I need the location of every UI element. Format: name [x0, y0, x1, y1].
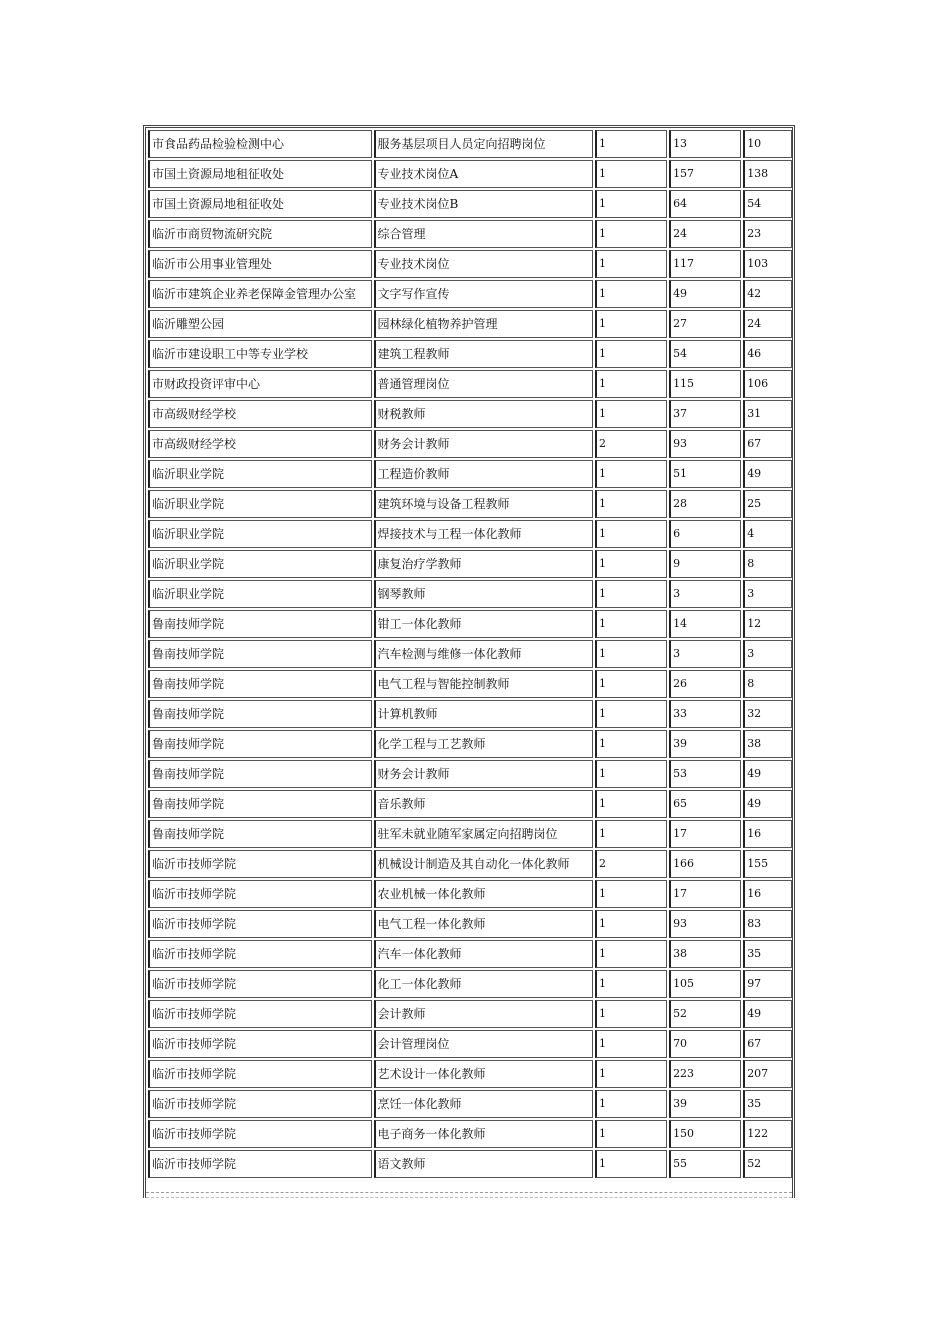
qualified-cell: 103	[743, 250, 792, 278]
applicants-cell: 28	[669, 490, 741, 518]
applicants-cell: 70	[669, 1030, 741, 1058]
qualified-cell: 3	[743, 580, 792, 608]
position-name-cell: 语文教师	[374, 1150, 593, 1178]
applicants-cell: 3	[669, 640, 741, 668]
applicants-cell: 64	[669, 190, 741, 218]
recruitment-table-frame	[143, 125, 795, 1198]
position-name-cell: 财务会计教师	[374, 430, 593, 458]
position-name-cell: 电气工程一体化教师	[374, 910, 593, 938]
position-name-cell: 钳工一体化教师	[374, 610, 593, 638]
table-row	[148, 220, 792, 248]
applicants-cell: 117	[669, 250, 741, 278]
table-row	[148, 880, 792, 908]
applicants-cell: 55	[669, 1150, 741, 1178]
table-row	[148, 850, 792, 878]
quota-cell: 1	[595, 1120, 667, 1148]
quota-cell: 1	[595, 760, 667, 788]
quota-cell: 1	[595, 730, 667, 758]
unit-name-cell: 鲁南技师学院	[148, 610, 372, 638]
qualified-cell: 32	[743, 700, 792, 728]
position-name-cell: 工程造价教师	[374, 460, 593, 488]
qualified-cell: 38	[743, 730, 792, 758]
table-row	[148, 700, 792, 728]
position-name-cell: 建筑工程教师	[374, 340, 593, 368]
position-name-cell: 综合管理	[374, 220, 593, 248]
quota-cell: 1	[595, 490, 667, 518]
unit-name-cell: 鲁南技师学院	[148, 670, 372, 698]
table-row	[148, 1060, 792, 1088]
table-row	[148, 550, 792, 578]
position-name-cell: 烹饪一体化教师	[374, 1090, 593, 1118]
qualified-cell: 25	[743, 490, 792, 518]
unit-name-cell: 市国土资源局地租征收处	[148, 190, 372, 218]
page-cut-line	[146, 1192, 792, 1198]
applicants-cell: 54	[669, 340, 741, 368]
unit-name-cell: 临沂市技师学院	[148, 850, 372, 878]
quota-cell: 1	[595, 580, 667, 608]
unit-name-cell: 临沂市技师学院	[148, 1090, 372, 1118]
qualified-cell: 49	[743, 460, 792, 488]
unit-name-cell: 临沂市技师学院	[148, 1030, 372, 1058]
unit-name-cell: 临沂市建筑企业养老保障金管理办公室	[148, 280, 372, 308]
quota-cell: 1	[595, 1150, 667, 1178]
applicants-cell: 13	[669, 130, 741, 158]
quota-cell: 1	[595, 1030, 667, 1058]
applicants-cell: 93	[669, 430, 741, 458]
position-name-cell: 建筑环境与设备工程教师	[374, 490, 593, 518]
table-row	[148, 910, 792, 938]
quota-cell: 1	[595, 520, 667, 548]
table-row	[148, 760, 792, 788]
quota-cell: 1	[595, 1090, 667, 1118]
qualified-cell: 8	[743, 550, 792, 578]
position-name-cell: 计算机教师	[374, 700, 593, 728]
position-name-cell: 农业机械一体化教师	[374, 880, 593, 908]
table-row	[148, 670, 792, 698]
quota-cell: 1	[595, 340, 667, 368]
position-name-cell: 专业技术岗位A	[374, 160, 593, 188]
table-row	[148, 1090, 792, 1118]
table-row	[148, 340, 792, 368]
applicants-cell: 37	[669, 400, 741, 428]
qualified-cell: 3	[743, 640, 792, 668]
applicants-cell: 39	[669, 730, 741, 758]
unit-name-cell: 鲁南技师学院	[148, 760, 372, 788]
position-name-cell: 音乐教师	[374, 790, 593, 818]
applicants-cell: 17	[669, 820, 741, 848]
position-name-cell: 电子商务一体化教师	[374, 1120, 593, 1148]
unit-name-cell: 临沂职业学院	[148, 460, 372, 488]
table-row	[148, 730, 792, 758]
unit-name-cell: 临沂市技师学院	[148, 910, 372, 938]
unit-name-cell: 临沂市技师学院	[148, 1060, 372, 1088]
quota-cell: 1	[595, 550, 667, 578]
applicants-cell: 223	[669, 1060, 741, 1088]
unit-name-cell: 临沂市商贸物流研究院	[148, 220, 372, 248]
quota-cell: 1	[595, 250, 667, 278]
quota-cell: 2	[595, 430, 667, 458]
qualified-cell: 49	[743, 760, 792, 788]
applicants-cell: 3	[669, 580, 741, 608]
quota-cell: 1	[595, 880, 667, 908]
qualified-cell: 49	[743, 1000, 792, 1028]
unit-name-cell: 临沂市技师学院	[148, 1150, 372, 1178]
unit-name-cell: 鲁南技师学院	[148, 730, 372, 758]
qualified-cell: 122	[743, 1120, 792, 1148]
quota-cell: 1	[595, 820, 667, 848]
position-name-cell: 电气工程与智能控制教师	[374, 670, 593, 698]
table-row	[148, 160, 792, 188]
qualified-cell: 23	[743, 220, 792, 248]
qualified-cell: 4	[743, 520, 792, 548]
quota-cell: 1	[595, 610, 667, 638]
qualified-cell: 49	[743, 790, 792, 818]
qualified-cell: 31	[743, 400, 792, 428]
quota-cell: 2	[595, 850, 667, 878]
qualified-cell: 83	[743, 910, 792, 938]
position-name-cell: 专业技术岗位	[374, 250, 593, 278]
table-body	[148, 130, 792, 1178]
unit-name-cell: 临沂职业学院	[148, 580, 372, 608]
qualified-cell: 54	[743, 190, 792, 218]
position-name-cell: 汽车一体化教师	[374, 940, 593, 968]
table-row	[148, 580, 792, 608]
applicants-cell: 115	[669, 370, 741, 398]
quota-cell: 1	[595, 190, 667, 218]
position-name-cell: 文字写作宣传	[374, 280, 593, 308]
qualified-cell: 16	[743, 820, 792, 848]
qualified-cell: 42	[743, 280, 792, 308]
table-row	[148, 970, 792, 998]
table-row	[148, 460, 792, 488]
table-row	[148, 520, 792, 548]
quota-cell: 1	[595, 400, 667, 428]
unit-name-cell: 临沂市技师学院	[148, 1120, 372, 1148]
quota-cell: 1	[595, 1000, 667, 1028]
applicants-cell: 65	[669, 790, 741, 818]
quota-cell: 1	[595, 130, 667, 158]
position-name-cell: 钢琴教师	[374, 580, 593, 608]
position-name-cell: 康复治疗学教师	[374, 550, 593, 578]
qualified-cell: 138	[743, 160, 792, 188]
quota-cell: 1	[595, 790, 667, 818]
unit-name-cell: 鲁南技师学院	[148, 700, 372, 728]
qualified-cell: 106	[743, 370, 792, 398]
qualified-cell: 155	[743, 850, 792, 878]
unit-name-cell: 临沂市公用事业管理处	[148, 250, 372, 278]
table-row	[148, 940, 792, 968]
quota-cell: 1	[595, 280, 667, 308]
position-name-cell: 服务基层项目人员定向招聘岗位	[374, 130, 593, 158]
qualified-cell: 46	[743, 340, 792, 368]
qualified-cell: 16	[743, 880, 792, 908]
unit-name-cell: 临沂市技师学院	[148, 880, 372, 908]
table-row	[148, 370, 792, 398]
position-name-cell: 普通管理岗位	[374, 370, 593, 398]
applicants-cell: 27	[669, 310, 741, 338]
applicants-cell: 157	[669, 160, 741, 188]
table-row	[148, 130, 792, 158]
position-name-cell: 化工一体化教师	[374, 970, 593, 998]
quota-cell: 1	[595, 460, 667, 488]
position-name-cell: 会计管理岗位	[374, 1030, 593, 1058]
recruitment-table	[146, 128, 794, 1180]
table-row	[148, 400, 792, 428]
table-row	[148, 310, 792, 338]
unit-name-cell: 鲁南技师学院	[148, 640, 372, 668]
quota-cell: 1	[595, 220, 667, 248]
unit-name-cell: 市食品药品检验检测中心	[148, 130, 372, 158]
applicants-cell: 39	[669, 1090, 741, 1118]
table-row	[148, 280, 792, 308]
unit-name-cell: 临沂市技师学院	[148, 970, 372, 998]
table-row	[148, 1120, 792, 1148]
qualified-cell: 24	[743, 310, 792, 338]
quota-cell: 1	[595, 160, 667, 188]
position-name-cell: 驻军未就业随军家属定向招聘岗位	[374, 820, 593, 848]
applicants-cell: 49	[669, 280, 741, 308]
position-name-cell: 艺术设计一体化教师	[374, 1060, 593, 1088]
unit-name-cell: 鲁南技师学院	[148, 820, 372, 848]
unit-name-cell: 临沂职业学院	[148, 490, 372, 518]
unit-name-cell: 鲁南技师学院	[148, 790, 372, 818]
applicants-cell: 9	[669, 550, 741, 578]
unit-name-cell: 临沂市技师学院	[148, 940, 372, 968]
unit-name-cell: 市财政投资评审中心	[148, 370, 372, 398]
quota-cell: 1	[595, 310, 667, 338]
position-name-cell: 财务会计教师	[374, 760, 593, 788]
position-name-cell: 会计教师	[374, 1000, 593, 1028]
table-row	[148, 190, 792, 218]
quota-cell: 1	[595, 970, 667, 998]
applicants-cell: 38	[669, 940, 741, 968]
applicants-cell: 26	[669, 670, 741, 698]
position-name-cell: 财税教师	[374, 400, 593, 428]
applicants-cell: 14	[669, 610, 741, 638]
position-name-cell: 专业技术岗位B	[374, 190, 593, 218]
quota-cell: 1	[595, 1060, 667, 1088]
quota-cell: 1	[595, 670, 667, 698]
applicants-cell: 6	[669, 520, 741, 548]
applicants-cell: 24	[669, 220, 741, 248]
unit-name-cell: 临沂市建设职工中等专业学校	[148, 340, 372, 368]
qualified-cell: 97	[743, 970, 792, 998]
qualified-cell: 35	[743, 1090, 792, 1118]
qualified-cell: 67	[743, 1030, 792, 1058]
table-row	[148, 790, 792, 818]
qualified-cell: 8	[743, 670, 792, 698]
unit-name-cell: 市高级财经学校	[148, 430, 372, 458]
qualified-cell: 10	[743, 130, 792, 158]
unit-name-cell: 市国土资源局地租征收处	[148, 160, 372, 188]
unit-name-cell: 临沂职业学院	[148, 520, 372, 548]
applicants-cell: 53	[669, 760, 741, 788]
table-row	[148, 1150, 792, 1178]
qualified-cell: 207	[743, 1060, 792, 1088]
quota-cell: 1	[595, 910, 667, 938]
applicants-cell: 17	[669, 880, 741, 908]
qualified-cell: 67	[743, 430, 792, 458]
qualified-cell: 12	[743, 610, 792, 638]
position-name-cell: 机械设计制造及其自动化一体化教师	[374, 850, 593, 878]
table-row	[148, 610, 792, 638]
applicants-cell: 93	[669, 910, 741, 938]
qualified-cell: 35	[743, 940, 792, 968]
unit-name-cell: 临沂职业学院	[148, 550, 372, 578]
quota-cell: 1	[595, 640, 667, 668]
unit-name-cell: 临沂雕塑公园	[148, 310, 372, 338]
applicants-cell: 166	[669, 850, 741, 878]
position-name-cell: 焊接技术与工程一体化教师	[374, 520, 593, 548]
qualified-cell: 52	[743, 1150, 792, 1178]
table-row	[148, 1000, 792, 1028]
table-row	[148, 490, 792, 518]
quota-cell: 1	[595, 370, 667, 398]
table-row	[148, 820, 792, 848]
table-row	[148, 250, 792, 278]
position-name-cell: 化学工程与工艺教师	[374, 730, 593, 758]
unit-name-cell: 市高级财经学校	[148, 400, 372, 428]
applicants-cell: 150	[669, 1120, 741, 1148]
quota-cell: 1	[595, 700, 667, 728]
unit-name-cell: 临沂市技师学院	[148, 1000, 372, 1028]
table-row	[148, 640, 792, 668]
applicants-cell: 51	[669, 460, 741, 488]
applicants-cell: 105	[669, 970, 741, 998]
table-row	[148, 1030, 792, 1058]
position-name-cell: 汽车检测与维修一体化教师	[374, 640, 593, 668]
position-name-cell: 园林绿化植物养护管理	[374, 310, 593, 338]
applicants-cell: 52	[669, 1000, 741, 1028]
applicants-cell: 33	[669, 700, 741, 728]
quota-cell: 1	[595, 940, 667, 968]
table-row	[148, 430, 792, 458]
